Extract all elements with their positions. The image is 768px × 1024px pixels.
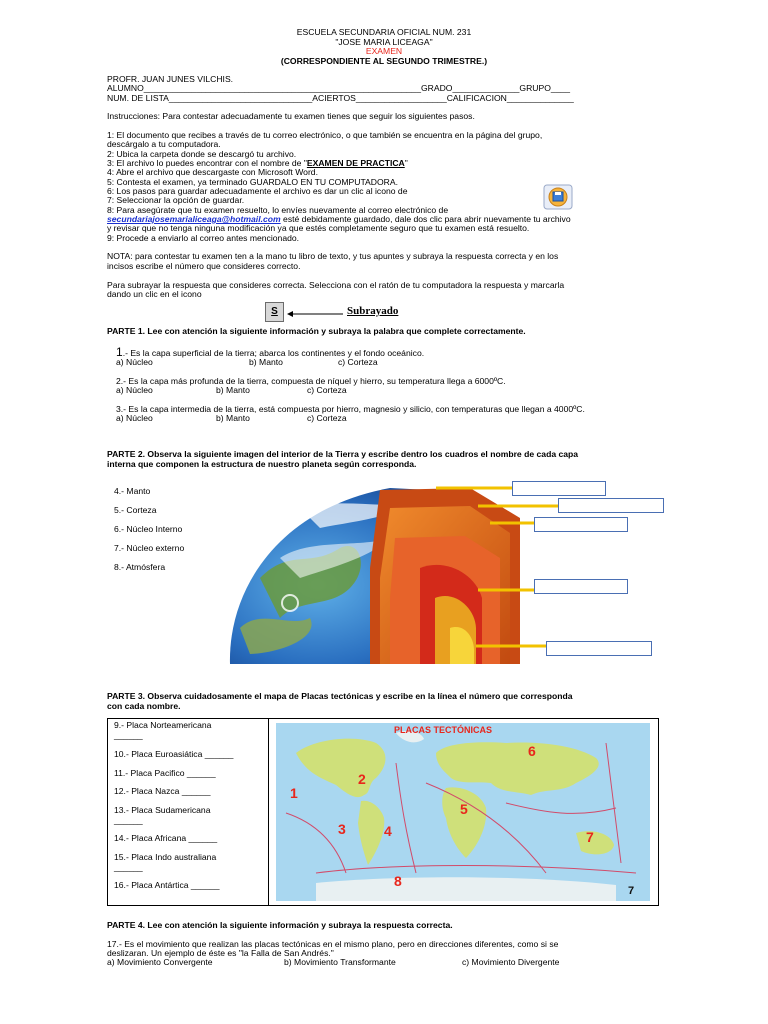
step-8-cont: esté debidamente guardado, dale dos clic para abrir nuevamente tu archivo bbox=[280, 214, 571, 224]
plate-item: 14.- Placa Africana ______ bbox=[114, 833, 218, 843]
tectonic-plates-map bbox=[276, 723, 650, 901]
answer-box-2[interactable] bbox=[558, 498, 664, 513]
q2-option-a[interactable]: a) Núcleo bbox=[116, 385, 153, 395]
step-7: 7: Seleccionar la opción de guardar. bbox=[107, 195, 245, 205]
map-number: 2 bbox=[358, 771, 366, 787]
plate-item: 11.- Placa Pacifico ______ bbox=[114, 768, 216, 778]
map-number: 4 bbox=[384, 823, 392, 839]
plate-blank[interactable]: ______ bbox=[114, 815, 143, 825]
map-number: 5 bbox=[460, 801, 468, 817]
parte1-title: PARTE 1. Lee con atención la siguiente información y subraya la palabra que complete correctamente. bbox=[107, 326, 526, 336]
step-3-post: " bbox=[404, 158, 408, 168]
practice-exam-link[interactable]: EXAMEN DE PRACTICA bbox=[306, 158, 405, 168]
map-number: 7 bbox=[586, 829, 594, 845]
map-number: 1 bbox=[290, 785, 298, 801]
step-9: 9: Procede a enviarlo al correo antes mencionado. bbox=[107, 233, 300, 243]
subrayado-label: Subrayado bbox=[347, 305, 399, 317]
q17-option-c[interactable]: c) Movimiento Divergente bbox=[462, 957, 560, 967]
underline-line-1: Para subrayar la respuesta que consideres correcta. Selecciona con el ratón de tu computadora la respuesta y marcarla bbox=[107, 280, 565, 290]
layer-nucleo-interno: 6.- Núcleo Interno bbox=[114, 524, 183, 534]
step-6: 6: Los pasos para guardar adecuadamente el archivo es dar un clic al icono de bbox=[107, 186, 408, 196]
step-4: 4: Abre el archivo que descargaste con Microsoft Word. bbox=[107, 167, 318, 177]
question-2: 2.- Es la capa más profunda de la tierra, compuesta de níquel y hierro, su temperatura llega a 6000ºC. bbox=[116, 376, 506, 386]
note-line-1: NOTA: para contestar tu examen ten a la mano tu libro de texto, y tus apuntes y subraya la respuesta correcta y en los bbox=[107, 251, 559, 261]
answer-box-5[interactable] bbox=[546, 641, 652, 656]
q3-option-a[interactable]: a) Núcleo bbox=[116, 413, 153, 423]
q1-option-a[interactable]: a) Núcleo bbox=[116, 357, 153, 367]
save-icon[interactable] bbox=[543, 184, 573, 210]
parte3-title-2: con cada nombre. bbox=[107, 701, 181, 711]
step-5: 5: Contesta el examen, ya terminado GUARDALO EN TU COMPUTADORA. bbox=[107, 177, 399, 187]
parte2-title-1: PARTE 2. Observa la siguiente imagen del interior de la Tierra y escribe dentro los cuadros el nombre de cada capa bbox=[107, 449, 579, 459]
plate-item: 9.- Placa Norteamericana bbox=[114, 720, 212, 730]
q2-option-c[interactable]: c) Corteza bbox=[307, 385, 347, 395]
plate-item: 16.- Placa Antártica ______ bbox=[114, 880, 220, 890]
q17-option-a[interactable]: a) Movimiento Convergente bbox=[107, 957, 213, 967]
parte3-title-1: PARTE 3. Observa cuidadosamente el mapa de Placas tectónicas y escribe en la línea el número que corresponda bbox=[107, 691, 573, 701]
table-divider bbox=[268, 719, 269, 905]
note-line-2: incisos escribe el número que consideres correcto. bbox=[107, 261, 301, 271]
underline-line-2: dando un clic en el icono bbox=[107, 289, 202, 299]
question-17-cont: deslizaran. Un ejemplo de éste es "la Falla de San Andrés." bbox=[107, 948, 334, 958]
q1-option-c[interactable]: c) Corteza bbox=[338, 357, 378, 367]
email-link[interactable]: secundariajosemarialiceaga@hotmail.com bbox=[107, 214, 281, 224]
period-title: (CORRESPONDIENTE AL SEGUNDO TRIMESTRE.) bbox=[280, 56, 488, 66]
q3-option-c[interactable]: c) Corteza bbox=[307, 413, 347, 423]
plate-item: 10.- Placa Euroasiática ______ bbox=[114, 749, 234, 759]
list-line[interactable]: NUM. DE LISTA______________________________ACIERTOS___________________CALIFICACION______________ bbox=[107, 93, 574, 103]
q1-option-b[interactable]: b) Manto bbox=[249, 357, 283, 367]
layer-corteza: 5.- Corteza bbox=[114, 505, 157, 515]
q2-option-b[interactable]: b) Manto bbox=[216, 385, 250, 395]
plate-item: 15.- Placa Indo australiana bbox=[114, 852, 217, 862]
step-2: 2: Ubica la carpeta donde se descargó tu archivo. bbox=[107, 149, 297, 159]
plate-item: 12.- Placa Nazca ______ bbox=[114, 786, 211, 796]
q1-text: .- Es la capa superficial de la tierra; abarca los continentes y el fondo oceánico. bbox=[122, 348, 425, 358]
underline-button[interactable]: S bbox=[265, 302, 284, 322]
step-3-pre: 3: El archivo lo puedes encontrar con el nombre de " bbox=[107, 158, 307, 168]
answer-box-4[interactable] bbox=[534, 579, 628, 594]
plate-blank[interactable]: ______ bbox=[114, 730, 143, 740]
step-1-cont: descárgalo a tu computadora. bbox=[107, 139, 221, 149]
parte4-title: PARTE 4. Lee con atención la siguiente información y subraya la respuesta correcta. bbox=[107, 920, 453, 930]
student-line[interactable]: ALUMNO__________________________________________________________GRADO______________GRUPO____ bbox=[107, 83, 571, 93]
q1-number: 1 bbox=[116, 345, 123, 359]
parte2-title-2: interna que componen la estructura de nuestro planeta según corresponda. bbox=[107, 459, 417, 469]
map-number: 7 bbox=[628, 885, 635, 897]
plates-table bbox=[107, 718, 659, 906]
map-number: 8 bbox=[394, 873, 402, 889]
step-8: 8: Para asegúrate que tu examen resuelto, lo envíes nuevamente al correo electrónico de bbox=[107, 205, 449, 215]
step-8-cont2: y revisar que no tenga ninguna modificación ya que estés completamente seguro que tu examen está resuelto. bbox=[107, 223, 530, 233]
map-number: 6 bbox=[528, 743, 536, 759]
step-1: 1: El documento que recibes a través de tu correo electrónico, o que también se encuentra en la página del grupo, bbox=[107, 130, 543, 140]
school-name: ESCUELA SECUNDARIA OFICIAL NUM. 231 bbox=[296, 27, 472, 37]
map-title: PLACAS TECTÓNICAS bbox=[394, 725, 493, 735]
teacher-name: PROFR. JUAN JUNES VILCHIS. bbox=[107, 74, 234, 84]
question-3: 3.- Es la capa intermedia de la tierra, está compuesta por hierro, magnesio y silicio, con temperaturas que llegan a 4000ºC. bbox=[116, 404, 585, 414]
arrow-left-icon bbox=[287, 310, 343, 316]
answer-box-1[interactable] bbox=[512, 481, 606, 496]
layer-atmosfera: 8.- Atmósfera bbox=[114, 562, 166, 572]
layer-manto: 4.- Manto bbox=[114, 486, 151, 496]
school-title: "JOSE MARIA LICEAGA" bbox=[335, 37, 433, 47]
q17-option-b[interactable]: b) Movimiento Transformante bbox=[284, 957, 396, 967]
layer-nucleo-externo: 7.- Núcleo externo bbox=[114, 543, 185, 553]
map-number: 3 bbox=[338, 821, 346, 837]
plate-blank[interactable]: ______ bbox=[114, 862, 143, 872]
instructions-intro: Instrucciones: Para contestar adecuadamente tu examen tienes que seguir los siguientes pasos. bbox=[107, 111, 475, 121]
exam-title: EXAMEN bbox=[365, 46, 403, 56]
q3-option-b[interactable]: b) Manto bbox=[216, 413, 250, 423]
question-17: 17.- Es el movimiento que realizan las placas tectónicas en el mismo plano, pero en direcciones diferentes, como si se bbox=[107, 939, 559, 949]
answer-box-3[interactable] bbox=[534, 517, 628, 532]
plate-item: 13.- Placa Sudamericana bbox=[114, 805, 211, 815]
